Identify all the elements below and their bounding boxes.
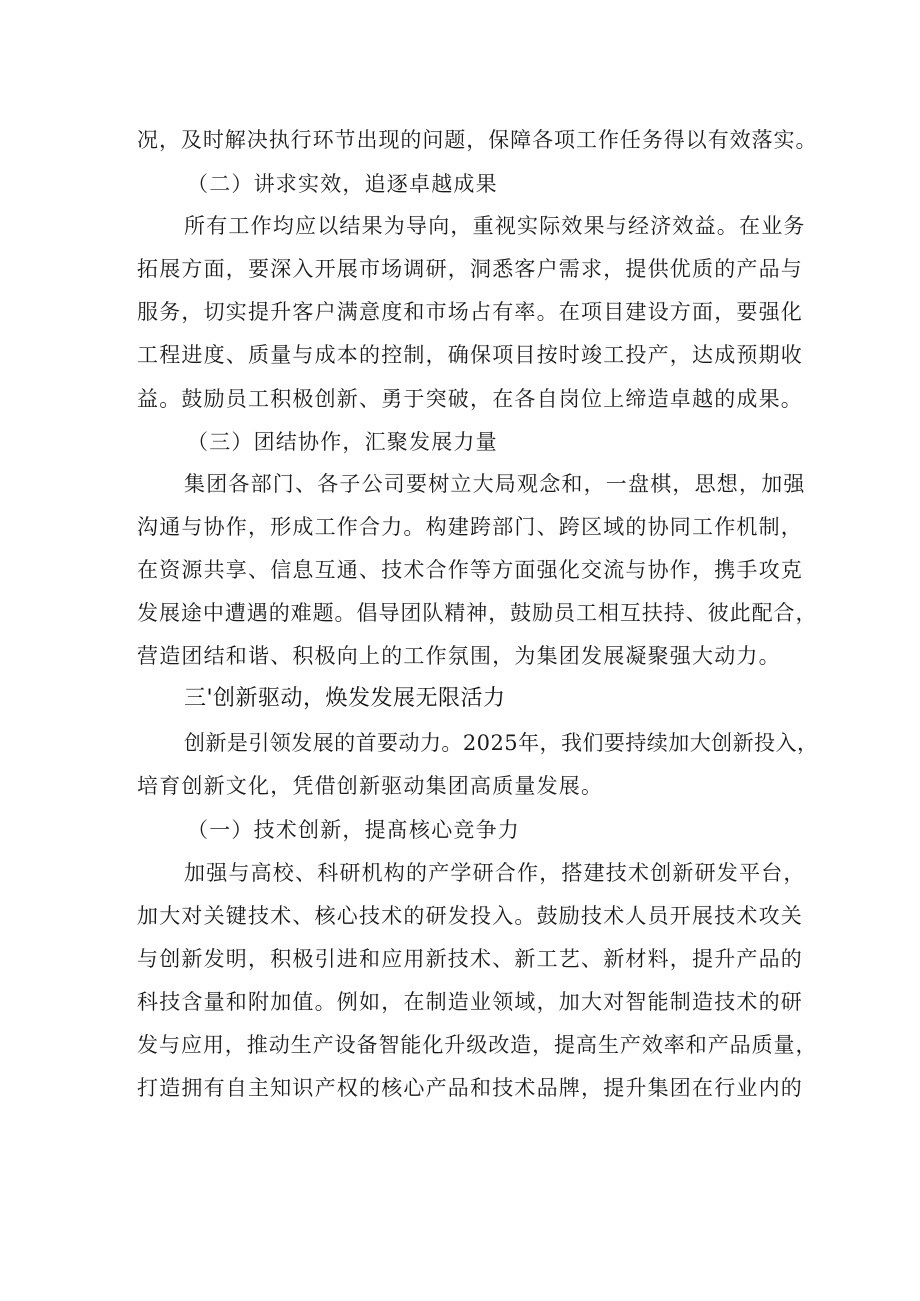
paragraph-line: 与创新发明，积极引进和应用新技术、新工艺、新材料，提升产品的 [137, 947, 803, 971]
paragraph-line: 集团各部门、各子公司要树立大局观念和，一盘棋，思想，加强 [184, 472, 806, 496]
paragraph-line: 况，及时解决执行环节出现的问题，保障各项工作任务得以有效落实。 [137, 128, 818, 152]
paragraph-line: 工程进度、质量与成本的控制，确保项目按时竣工投产，达成预期收 [137, 343, 803, 367]
paragraph-line: 拓展方面，要深入开展市场调研，洞悉客户需求，提供优质的产品与 [137, 257, 803, 281]
subsection-heading: （一）技术创新，提髙核心竞争力 [187, 818, 520, 842]
paragraph-line: 服务，切实提升客户满意度和市场占有率。在项目建设方面，要强化 [137, 300, 803, 324]
paragraph-line: 加大对关键技术、核心技术的研发投入。鼓励技术人员开展技术攻关 [137, 904, 803, 928]
paragraph-line: 发展途中遭遇的难题。倡导团队精神，鼓励员工相互扶持、彼此配合， [137, 601, 818, 625]
subsection-heading: （二）讲求实效，追逐卓越成果 [187, 172, 498, 196]
paragraph-line: 发与应用，推动生产设备智能化升级改造，提高生产效率和产品质量， [137, 1033, 818, 1057]
paragraph-line: 打造拥有自主知识产权的核心产品和技术品牌，提升集团在行业内的 [137, 1076, 803, 1100]
paragraph-line: 营造团结和谐、积极向上的工作氛围，为集团发展凝聚强大动力。 [137, 644, 781, 668]
paragraph-line: 在资源共享、信息互通、技术合作等方面强化交流与协作，携手攻克 [137, 558, 803, 582]
paragraph-line: 加强与高校、科研机构的产学研合作，搭建技术创新研发平台， [184, 861, 806, 885]
section-heading: 三'创新驱动，焕发发展无限活力 [184, 686, 506, 711]
paragraph-line: 培育创新文化，凭借创新驱动集团高质量发展。 [137, 774, 604, 798]
paragraph-line: 沟通与协作，形成工作合力。构建跨部门、跨区域的协同工作机制， [137, 515, 803, 539]
paragraph-line: 所有工作均应以结果为导向，重视实际效果与经济效益。在业务 [184, 214, 806, 238]
paragraph-line: 创新是引领发展的首要动力。2025年，我们要持续加大创新投入， [184, 731, 819, 755]
paragraph-line: 科技含量和附加值。例如，在制造业领域，加大对智能制造技术的研 [137, 990, 803, 1014]
paragraph-line: 益。鼓励员工积极创新、勇于突破，在各自岗位上缔造卓越的成果。 [137, 387, 803, 411]
subsection-heading: （三）团结协作，汇聚发展力量 [187, 430, 498, 454]
